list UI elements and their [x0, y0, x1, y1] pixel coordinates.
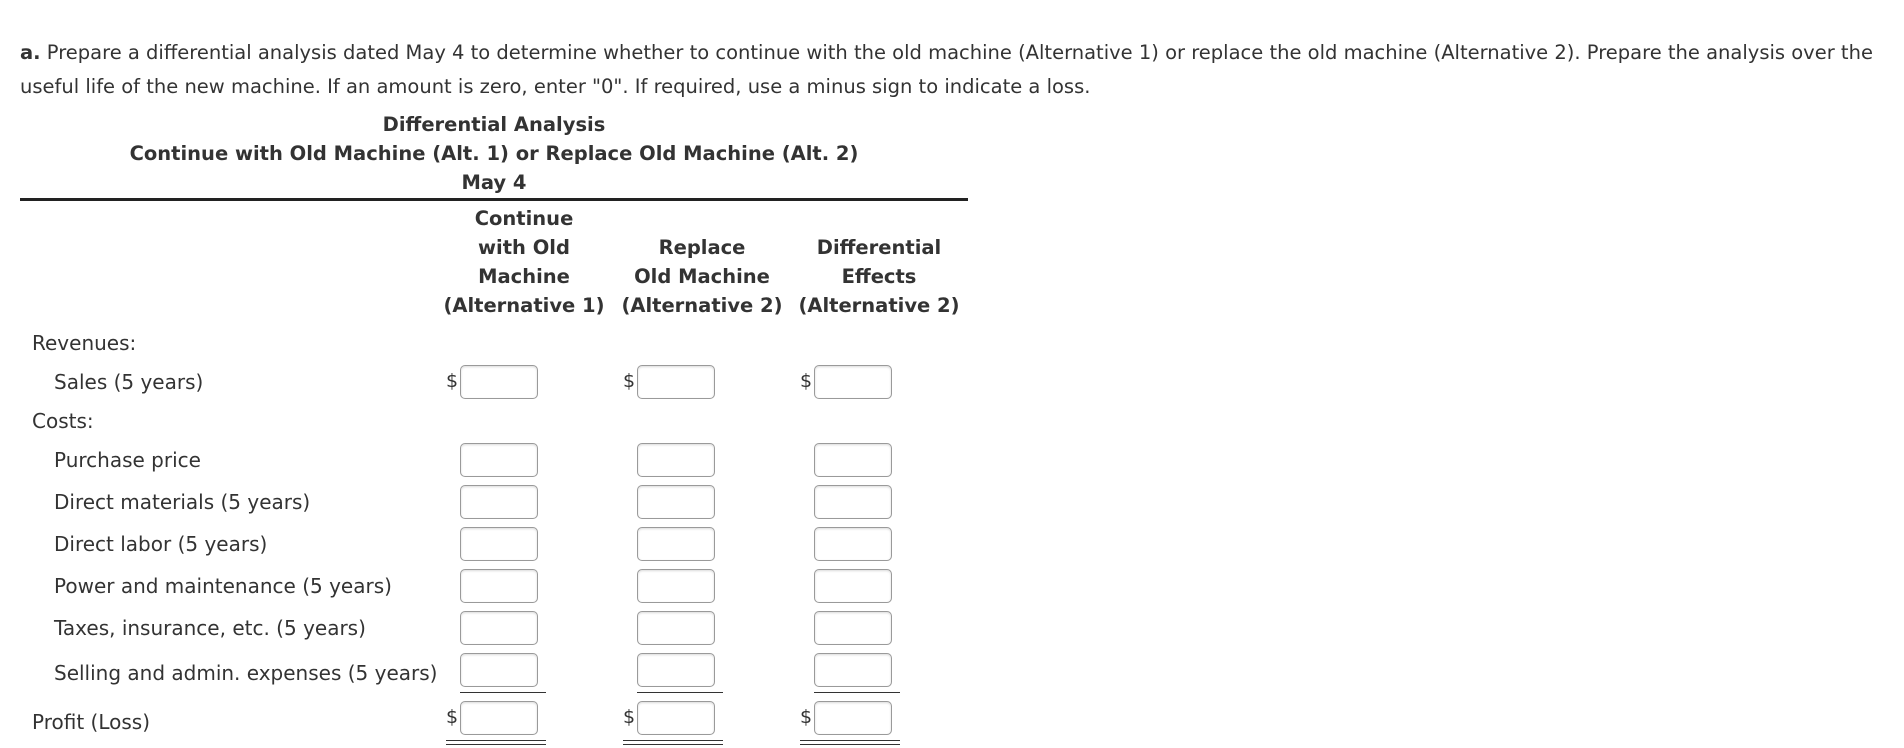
total-double-rule-differential	[800, 740, 900, 745]
row-label-taxes-insurance: Taxes, insurance, etc. (5 years)	[54, 616, 366, 640]
input-profit-loss-differential[interactable]	[814, 701, 892, 735]
column-header-alternative-2: Replace Old Machine (Alternative 2)	[621, 236, 783, 317]
dollar-sign: $	[623, 370, 636, 392]
cell-purchase-price-alt1	[446, 443, 540, 477]
analysis-subtitle: Continue with Old Machine (Alt. 1) or Replace Old Machine (Alt. 2)	[129, 142, 859, 165]
subtotal-rule-alt2	[637, 692, 723, 693]
dollar-sign: $	[446, 706, 459, 728]
input-sales-alt1[interactable]	[460, 365, 538, 399]
cell-profit-loss-differential	[800, 701, 894, 735]
input-direct-materials-alt2[interactable]	[637, 485, 715, 519]
input-purchase-price-alt2[interactable]	[637, 443, 715, 477]
cell-taxes-insurance-alt2	[623, 611, 717, 645]
subtotal-rule-differential	[814, 692, 900, 693]
input-purchase-price-alt1[interactable]	[460, 443, 538, 477]
cell-sales-alt2	[623, 365, 717, 399]
analysis-title: Differential Analysis	[382, 113, 606, 136]
column-header-alternative-1: Continue with Old Machine (Alternative 1)	[443, 207, 605, 317]
input-taxes-insurance-alt2[interactable]	[637, 611, 715, 645]
row-label-direct-materials: Direct materials (5 years)	[54, 490, 311, 514]
analysis-date: May 4	[461, 171, 527, 194]
input-purchase-price-differential[interactable]	[814, 443, 892, 477]
column-header-differential-effects: Differential Effects (Alternative 2)	[798, 236, 960, 317]
section-label-revenues: Revenues:	[32, 331, 137, 355]
section-label-costs: Costs:	[32, 409, 94, 433]
total-double-rule-alt1	[446, 740, 546, 745]
input-taxes-insurance-alt1[interactable]	[460, 611, 538, 645]
cell-profit-loss-alt2	[623, 701, 717, 735]
row-label-purchase-price: Purchase price	[54, 448, 201, 472]
question-label: a.	[20, 41, 41, 64]
cell-direct-labor-alt1	[446, 527, 540, 561]
input-direct-materials-alt1[interactable]	[460, 485, 538, 519]
dollar-sign: $	[623, 706, 636, 728]
cell-direct-labor-alt2	[623, 527, 717, 561]
input-profit-loss-alt1[interactable]	[460, 701, 538, 735]
cell-taxes-insurance-differential	[800, 611, 894, 645]
input-direct-labor-differential[interactable]	[814, 527, 892, 561]
subtotal-rule-alt1	[460, 692, 546, 693]
input-direct-materials-differential[interactable]	[814, 485, 892, 519]
input-direct-labor-alt2[interactable]	[637, 527, 715, 561]
input-direct-labor-alt1[interactable]	[460, 527, 538, 561]
dollar-sign: $	[800, 370, 813, 392]
cell-sales-differential	[800, 365, 894, 399]
input-power-maintenance-differential[interactable]	[814, 569, 892, 603]
row-label-selling-admin: Selling and admin. expenses (5 years)	[54, 661, 438, 685]
question-text: Prepare a differential analysis dated May 4 to determine whether to continue with the old machine (Alternative 1) or replace the old machine (Alternative 2). Prepare the analysis over the useful life of the new machine. If an amount is zero, enter "0". If required, use a minus sign to indicate a loss.	[20, 41, 1873, 98]
dollar-sign: $	[800, 706, 813, 728]
cell-power-maintenance-differential	[800, 569, 894, 603]
input-power-maintenance-alt2[interactable]	[637, 569, 715, 603]
input-power-maintenance-alt1[interactable]	[460, 569, 538, 603]
cell-direct-materials-differential	[800, 485, 894, 519]
input-sales-differential[interactable]	[814, 365, 892, 399]
dollar-sign: $	[446, 370, 459, 392]
input-sales-alt2[interactable]	[637, 365, 715, 399]
row-label-direct-labor: Direct labor (5 years)	[54, 532, 268, 556]
cell-purchase-price-alt2	[623, 443, 717, 477]
input-profit-loss-alt2[interactable]	[637, 701, 715, 735]
row-label-power-maintenance: Power and maintenance (5 years)	[54, 574, 392, 598]
instructions	[20, 36, 1900, 104]
input-selling-admin-differential[interactable]	[814, 653, 892, 687]
cell-sales-alt1	[446, 365, 540, 399]
title-divider	[20, 198, 968, 201]
input-taxes-insurance-differential[interactable]	[814, 611, 892, 645]
cell-direct-materials-alt2	[623, 485, 717, 519]
row-label-profit-loss: Profit (Loss)	[32, 710, 150, 734]
cell-selling-admin-alt1	[446, 653, 540, 687]
cell-selling-admin-differential	[800, 653, 894, 687]
cell-taxes-insurance-alt1	[446, 611, 540, 645]
input-selling-admin-alt1[interactable]	[460, 653, 538, 687]
input-selling-admin-alt2[interactable]	[637, 653, 715, 687]
cell-power-maintenance-alt2	[623, 569, 717, 603]
cell-direct-labor-differential	[800, 527, 894, 561]
cell-direct-materials-alt1	[446, 485, 540, 519]
cell-selling-admin-alt2	[623, 653, 717, 687]
differential-analysis	[20, 110, 968, 734]
cell-purchase-price-differential	[800, 443, 894, 477]
total-double-rule-alt2	[623, 740, 723, 745]
cell-power-maintenance-alt1	[446, 569, 540, 603]
cell-profit-loss-alt1	[446, 701, 540, 735]
row-label-sales: Sales (5 years)	[54, 370, 204, 394]
